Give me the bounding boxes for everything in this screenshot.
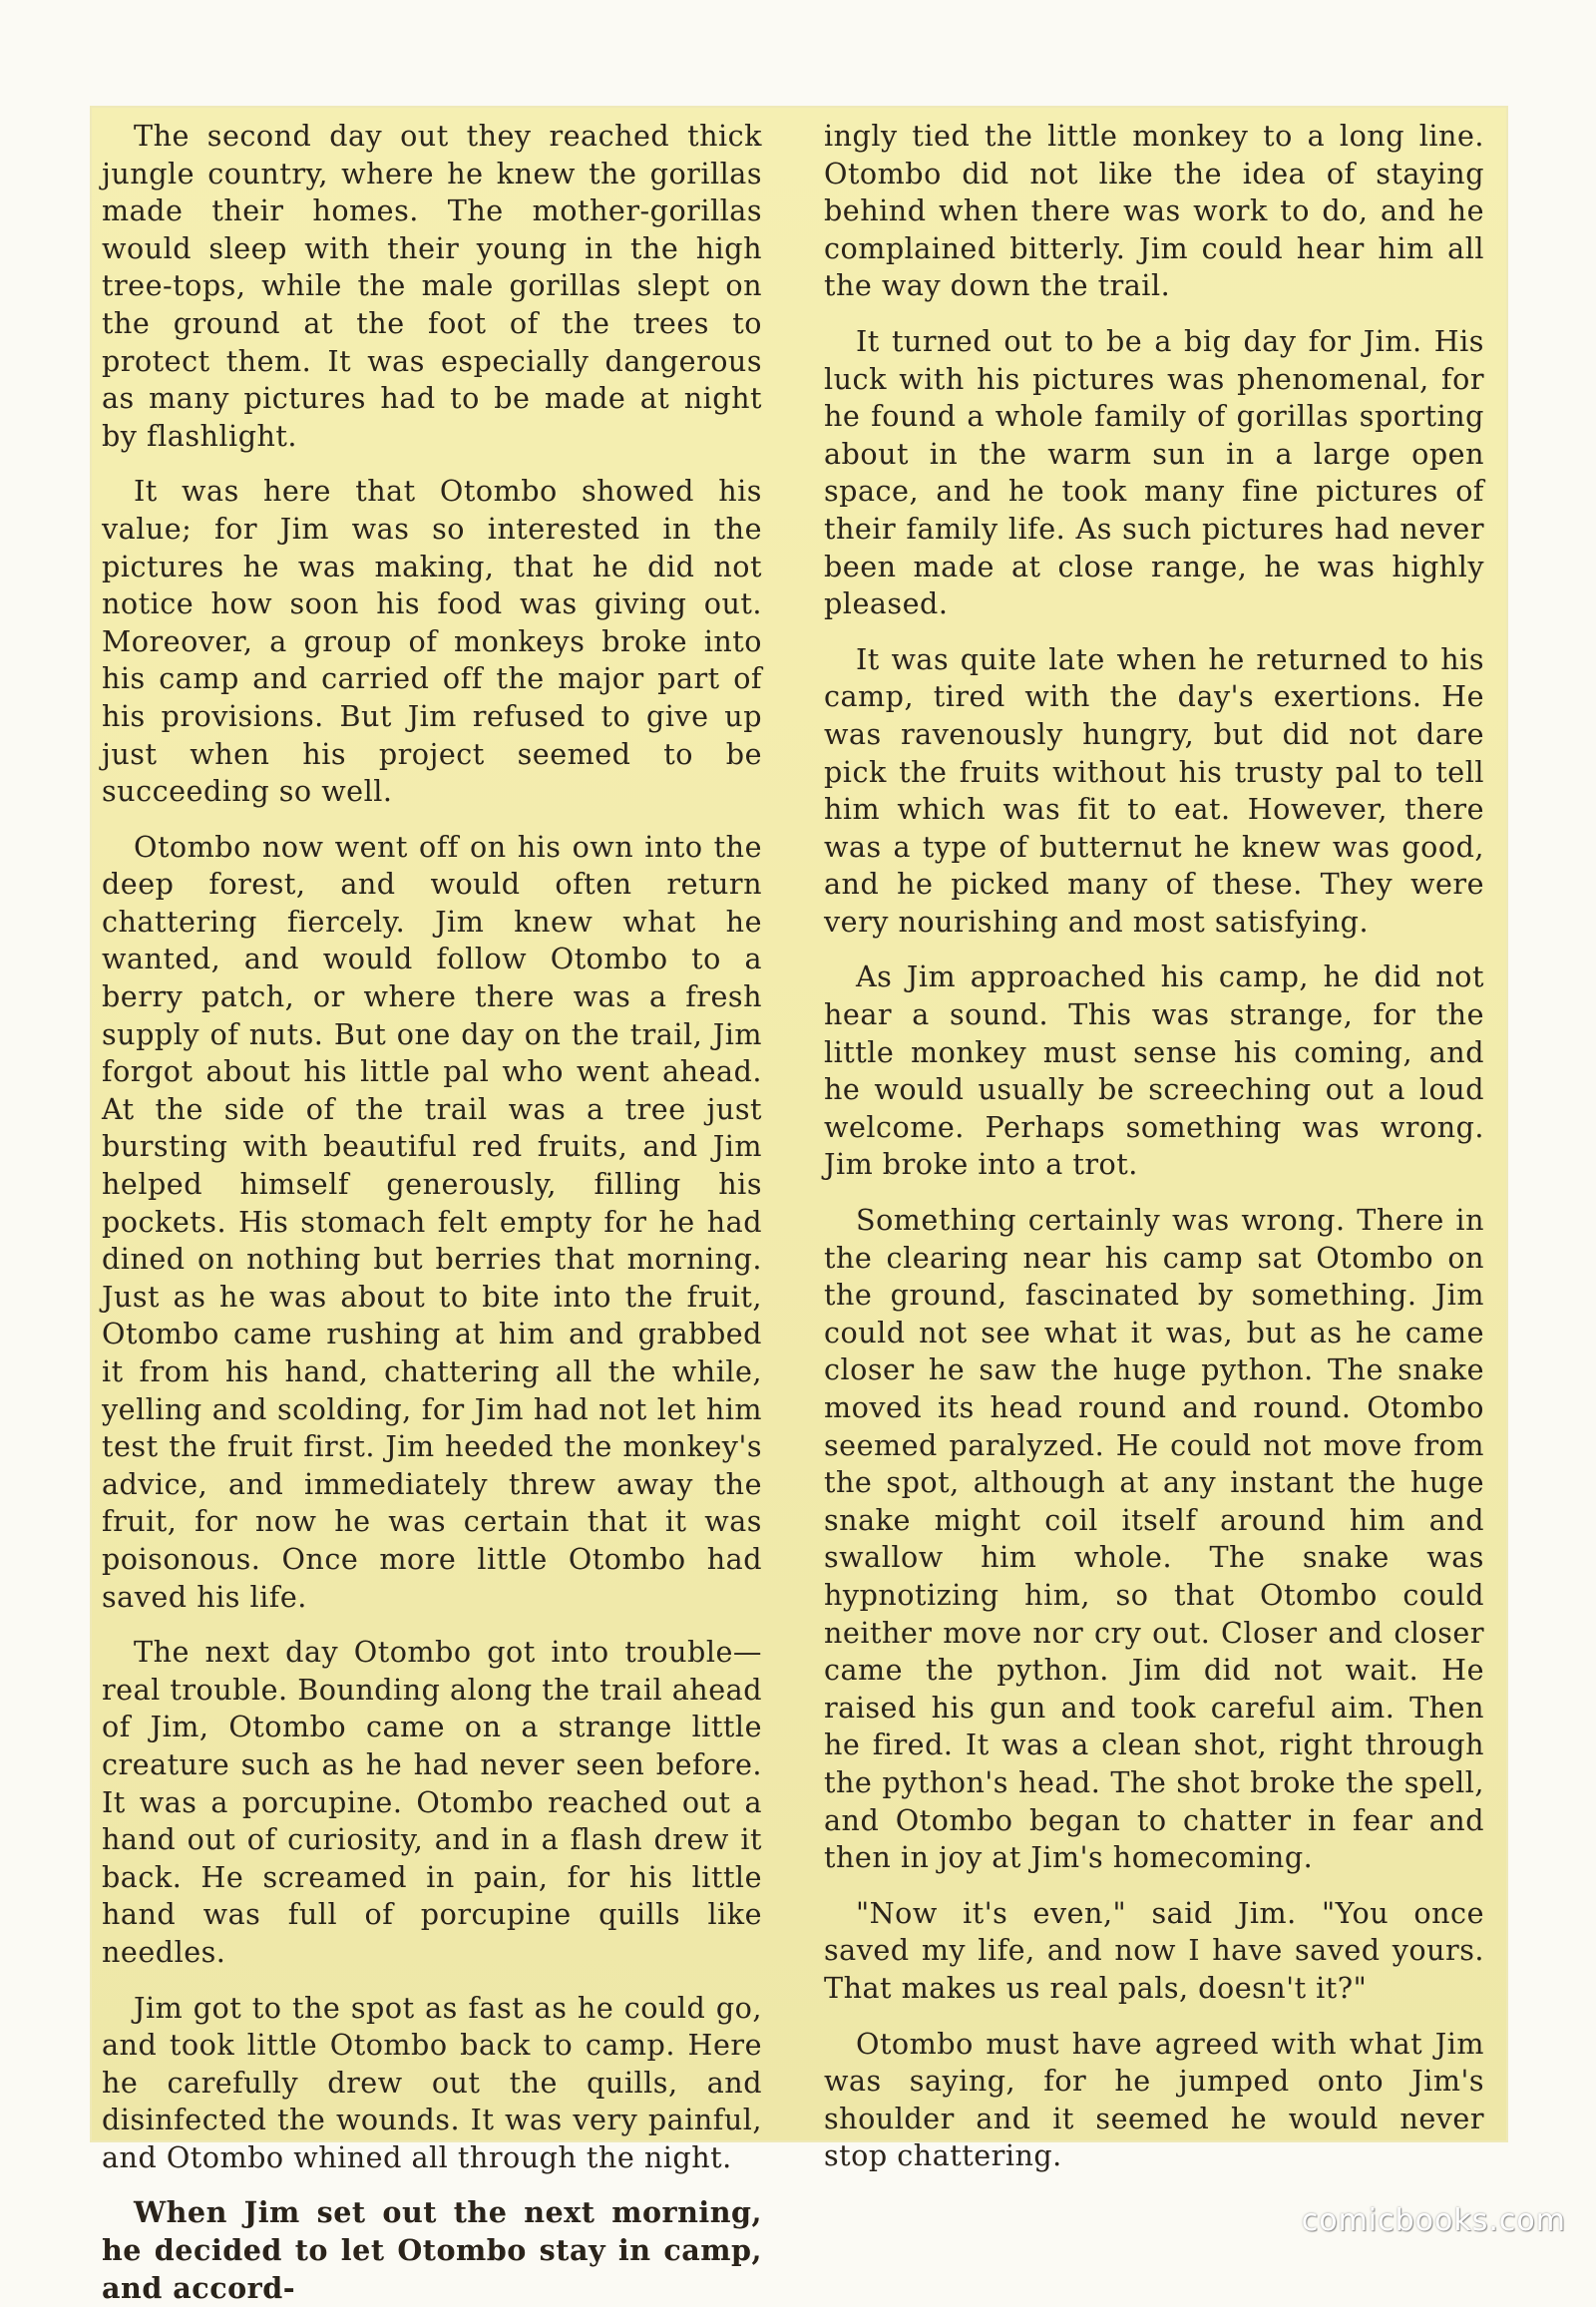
- paragraph: Otombo must have agreed with what Jim was saying, for he jumped onto Jim's shoulder and it seemed he would never stop chattering.: [824, 2026, 1484, 2173]
- paragraph: When Jim set out the next morning, he decided to let Otombo stay in camp, and accord-: [102, 2195, 762, 2305]
- paragraph: The next day Otombo got into trouble—real trouble. Bounding along the trail ahead of Jim, Otombo came on a strange little creature such as he had never seen before. It was a porcupine. Otombo reached out a hand out of curiosity, and in a flash drew it back. He screamed in pain, for his little hand was full of porcupine quills like needles.: [102, 1635, 762, 1969]
- paragraph: It was here that Otombo showed his value; for Jim was so interested in the pictures he was making, that he did not notice how soon his food was giving out. Moreover, a group of monkeys broke into his camp and carried off the major part of his provisions. But Jim refused to give up just when his project seemed to be succeeding so well.: [102, 474, 762, 809]
- paragraph: It turned out to be a big day for Jim. His luck with his pictures was phenomenal, for he found a whole family of gorillas sporting about in the warm sun in a large open space, and he took many fine pictures of their family life. As such pictures had never been made at close range, he was highly pleased.: [824, 323, 1484, 621]
- paragraph: It was quite late when he returned to his camp, tired with the day's exertions. He was ravenously hungry, but did not dare pick the fruits without his trusty pal to tell him which was fit to eat. However, there was a type of butternut he knew was good, and he picked many of these. They were very nourishing and most satisfying.: [824, 641, 1484, 939]
- paragraph: Something certainly was wrong. There in the clearing near his camp sat Otombo on the ground, fascinated by something. Jim could not see what it was, but as he came closer he saw the huge python. The snake moved its head round and round. Otombo seemed paralyzed. He could not move from the spot, although at any instant the huge snake might coil itself around him and swallow him whole. The snake was hypnotizing him, so that Otombo could neither move nor cry out. Closer and closer came the python. Jim did not wait. He raised his gun and took careful aim. Then he fired. It was a clean shot, right through the python's head. The shot broke the spell, and Otombo began to chatter in fear and then in joy at Jim's homecoming.: [824, 1203, 1484, 1875]
- paragraph: ingly tied the little monkey to a long line. Otombo did not like the idea of staying behind when there was work to do, and he complained bitterly. Jim could hear him all the way down the trail.: [824, 119, 1484, 303]
- right-column: [824, 118, 1484, 2173]
- paragraph: Jim got to the spot as fast as he could go, and took little Otombo back to camp. Here he carefully drew out the quills, and disinfected the wounds. It was very painful, and Otombo whined all through the night.: [102, 1990, 762, 2174]
- paragraph: The second day out they reached thick jungle country, where he knew the gorillas made their homes. The mother-gorillas would sleep with their young in the high tree-tops, while the male gorillas slept on the ground at the foot of the trees to protect them. It was especially dangerous as many pictures had to be made at night by flashlight.: [102, 119, 762, 453]
- watermark: comicbooks.com: [1301, 2203, 1566, 2238]
- paragraph: "Now it's even," said Jim. "You once saved my life, and now I have saved yours. That makes us real pals, doesn't it?": [824, 1895, 1484, 2005]
- paragraph: As Jim approached his camp, he did not hear a sound. This was strange, for the little monkey must sense his coming, and he would usually be screeching out a loud welcome. Perhaps something was wrong. Jim broke into a trot.: [824, 960, 1484, 1182]
- paragraph: Otombo now went off on his own into the deep forest, and would often return chattering fiercely. Jim knew what he wanted, and would follow Otombo to a berry patch, or where there was a fresh supply of nuts. But one day on the trail, Jim forgot about his little pal who went ahead. At the side of the trail was a tree just bursting with beautiful red fruits, and Jim helped himself generously, filling his pockets. His stomach felt empty for he had dined on nothing but berries that morning. Just as he was about to bite into the fruit, Otombo came rushing at him and grabbed it from his hand, chattering all the while, yelling and scolding, for Jim had not let him test the fruit first. Jim heeded the monkey's advice, and immediately threw away the fruit, for now he was certain that it was poisonous. Once more little Otombo had saved his life.: [102, 829, 762, 1614]
- left-column: [102, 118, 762, 2305]
